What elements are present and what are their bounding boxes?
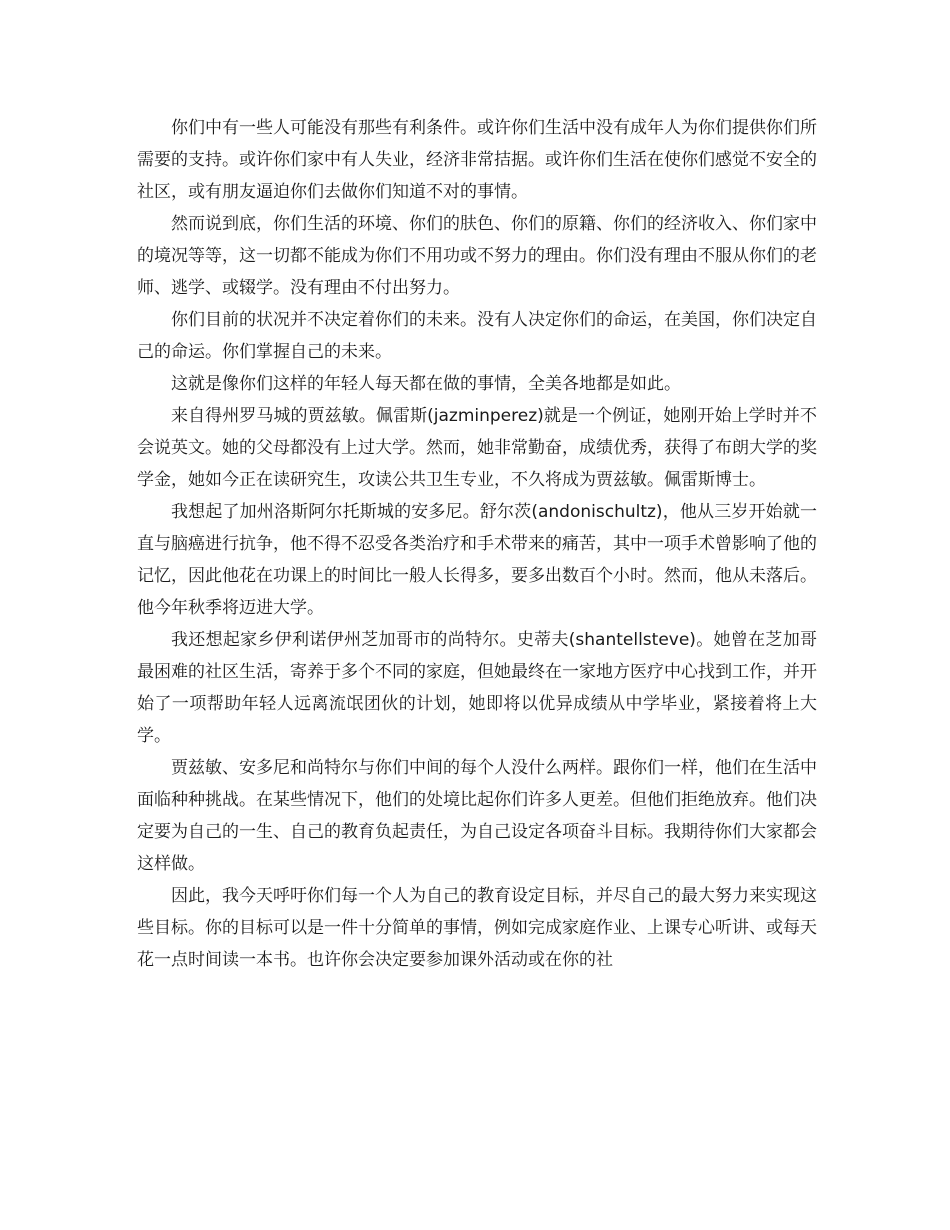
paragraph: 这就是像你们这样的年轻人每天都在做的事情，全美各地都是如此。 xyxy=(171,374,681,394)
paragraph: 贾兹敏、安多尼和尚特尔与你们中间的每个人没什么两样。跟你们一样，他们在生活中面临种种挑战。在某些情况下，他们的处境比起你们许多人更差。但他们拒绝放弃。他们决定要为自己的一生、自己的教育负起责任，为自己设定各项奋斗目标。我期待你们大家都会这样做。 xyxy=(137,758,817,874)
paragraph: 我还想起家乡伊利诺伊州芝加哥市的尚特尔。史蒂夫(shantellsteve)。她曾在芝加哥最困难的社区生活，寄养于多个不同的家庭，但她最终在一家地方医疗中心找到工作，并开始了一项帮助年轻人远离流氓团伙的计划，她即将以优异成绩从中学毕业，紧接着将上大学。 xyxy=(137,630,817,746)
paragraph: 我想起了加州洛斯阿尔托斯城的安多尼。舒尔茨(andonischultz)，他从三岁开始就一直与脑癌进行抗争，他不得不忍受各类治疗和手术带来的痛苦，其中一项手术曾影响了他的记忆，因此他花在功课上的时间比一般人长得多，要多出数百个小时。然而，他从未落后。他今年秋季将迈进大学。 xyxy=(137,502,817,618)
paragraph: 你们目前的状况并不决定着你们的未来。没有人决定你们的命运，在美国，你们决定自己的命运。你们掌握自己的未来。 xyxy=(137,310,817,362)
paragraph: 因此，我今天呼吁你们每一个人为自己的教育设定目标，并尽自己的最大努力来实现这些目标。你的目标可以是一件十分简单的事情，例如完成家庭作业、上课专心听讲、或每天花一点时间读一本书。也许你会决定要参加课外活动或在你的社 xyxy=(137,886,817,970)
paragraph: 来自得州罗马城的贾兹敏。佩雷斯(jazminperez)就是一个例证，她刚开始上学时并不会说英文。她的父母都没有上过大学。然而，她非常勤奋，成绩优秀，获得了布朗大学的奖学金，她如今正在读研究生，攻读公共卫生专业，不久将成为贾兹敏。佩雷斯博士。 xyxy=(137,406,817,490)
paragraph: 然而说到底，你们生活的环境、你们的肤色、你们的原籍、你们的经济收入、你们家中的境况等等，这一切都不能成为你们不用功或不努力的理由。你们没有理由不服从你们的老师、逃学、或辍学。没有理由不付出努力。 xyxy=(137,214,817,298)
document-body xyxy=(137,112,817,976)
paragraph: 你们中有一些人可能没有那些有利条件。或许你们生活中没有成年人为你们提供你们所需要的支持。或许你们家中有人失业，经济非常拮据。或许你们生活在使你们感觉不安全的社区，或有朋友逼迫你们去做你们知道不对的事情。 xyxy=(137,118,817,202)
